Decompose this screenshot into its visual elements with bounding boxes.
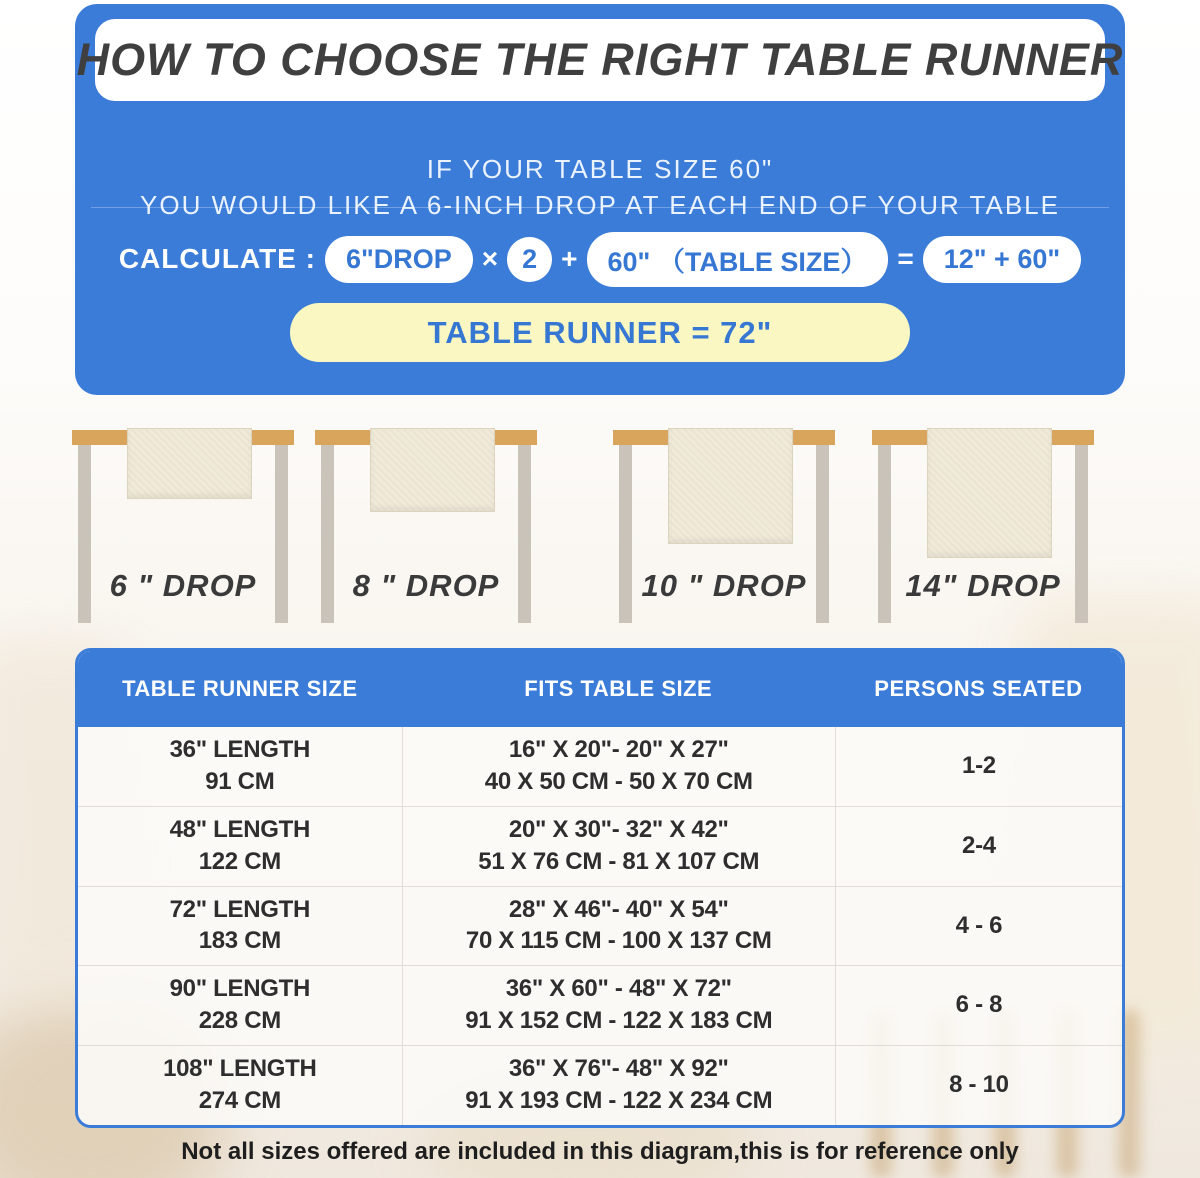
fits-size-inches: 36" X 60" - 48" X 72" (505, 975, 732, 1003)
table-row (78, 965, 1122, 1045)
times-sign: × (481, 243, 499, 274)
runner-graphic (927, 428, 1052, 558)
column-header-persons: PERSONS SEATED (874, 676, 1083, 701)
persons-cell (835, 966, 1122, 1045)
persons-seated: 8 - 10 (949, 1071, 1009, 1099)
persons-seated: 4 - 6 (955, 911, 1003, 939)
fits-size-inches: 20" X 30"- 32" X 42" (508, 815, 729, 843)
intro-line-2: YOU WOULD LIKE A 6-INCH DROP AT EACH END OF YOUR TABLE (140, 190, 1060, 220)
size-table-body (78, 727, 1122, 1125)
persons-cell (835, 1046, 1122, 1125)
runner-graphic (370, 428, 495, 512)
persons-cell (835, 807, 1122, 886)
calculate-label: CALCULATE : (118, 243, 316, 274)
runner-size-inches: 48" LENGTH (169, 815, 311, 843)
persons-cell (835, 887, 1122, 966)
table-row (78, 806, 1122, 886)
fits-table-cell (402, 727, 835, 806)
persons-seated: 6 - 8 (955, 991, 1003, 1019)
size-table (75, 648, 1125, 1128)
fits-size-cm: 40 X 50 CM - 50 X 70 CM (484, 767, 753, 795)
fits-size-cm: 51 X 76 CM - 81 X 107 CM (478, 847, 760, 875)
drop-value-pill: 6"DROP (325, 236, 473, 283)
table-illustration-10-drop (613, 430, 835, 626)
drop-examples-row (0, 430, 1200, 630)
table-row (78, 727, 1122, 806)
runner-size-cell (78, 1046, 402, 1125)
fits-table-cell (402, 1046, 835, 1125)
fits-size-inches: 28" X 46"- 40" X 54" (508, 895, 729, 923)
runner-graphic (668, 428, 793, 544)
equals-sign: = (897, 243, 914, 274)
persons-seated: 1-2 (962, 752, 996, 779)
runner-size-cm: 122 CM (198, 847, 281, 875)
runner-size-cell (78, 727, 402, 806)
page-title: HOW TO CHOOSE THE RIGHT TABLE RUNNER (76, 34, 1124, 85)
drop-label: 14" DROP (905, 568, 1061, 603)
divider (91, 207, 1109, 208)
persons-seated: 2-4 (962, 831, 996, 859)
fits-size-cm: 91 X 152 CM - 122 X 183 CM (465, 1007, 773, 1035)
fits-size-inches: 36" X 76"- 48" X 92" (508, 1055, 729, 1083)
runner-size-cell (78, 807, 402, 886)
persons-cell (835, 727, 1122, 806)
runner-size-inches: 108" LENGTH (163, 1055, 317, 1083)
title-banner (76, 19, 1124, 101)
plus-sign: + (561, 243, 578, 274)
drop-label: 8 " DROP (352, 568, 500, 603)
calculation-formula (75, 233, 1125, 285)
fits-size-cm: 70 X 115 CM - 100 X 137 CM (465, 927, 772, 955)
runner-size-cell (78, 966, 402, 1045)
runner-size-cell (78, 887, 402, 966)
table-illustration-8-drop (315, 430, 537, 626)
fits-size-inches: 16" X 20"- 20" X 27" (508, 736, 729, 764)
fits-table-cell (402, 966, 835, 1045)
runner-size-cm: 274 CM (198, 1087, 281, 1115)
runner-size-inches: 36" LENGTH (169, 736, 311, 764)
runner-size-cm: 183 CM (198, 927, 281, 955)
runner-size-inches: 90" LENGTH (169, 975, 311, 1003)
column-header-fits-table: FITS TABLE SIZE (524, 676, 713, 701)
fits-table-cell (402, 887, 835, 966)
header-panel (75, 4, 1125, 395)
column-header-runner-size: TABLE RUNNER SIZE (122, 676, 358, 701)
drop-label: 6 " DROP (109, 568, 257, 603)
runner-graphic (127, 428, 252, 499)
runner-size-cm: 91 CM (205, 767, 275, 795)
runner-size-cm: 228 CM (198, 1007, 281, 1035)
fits-size-cm: 91 X 193 CM - 122 X 234 CM (465, 1087, 773, 1115)
multiplier-badge: 2 (507, 237, 552, 282)
table-size-pill: 60" （TABLE SIZE） (587, 232, 889, 287)
sum-pill: 12" + 60" (923, 236, 1081, 283)
intro-line-1: IF YOUR TABLE SIZE 60" (426, 154, 774, 184)
table-row (78, 1045, 1122, 1125)
size-table-header (78, 651, 1122, 727)
table-illustration-14-drop (872, 430, 1094, 626)
drop-label: 10 " DROP (641, 568, 807, 603)
table-row (78, 886, 1122, 966)
table-illustration-6-drop (72, 430, 294, 626)
footer-note: Not all sizes offered are included in this diagram,this is for reference only (181, 1138, 1019, 1165)
result-pill: TABLE RUNNER = 72" (290, 303, 910, 362)
runner-size-inches: 72" LENGTH (169, 895, 311, 923)
fits-table-cell (402, 807, 835, 886)
